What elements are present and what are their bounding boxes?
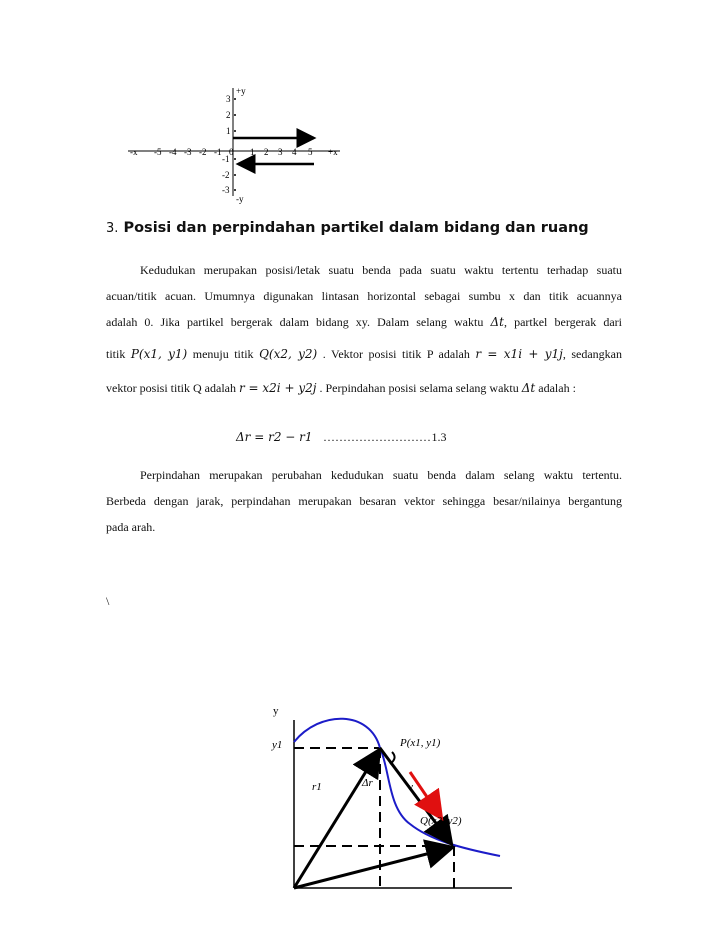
- x-tick: -5: [154, 147, 162, 157]
- y-tick: -3: [222, 185, 230, 195]
- minus-x-label: -x: [130, 147, 138, 157]
- section-number: 3.: [106, 221, 119, 236]
- y-tick: 3: [226, 94, 231, 104]
- paragraph1-line1: Kedudukan merupakan posisi/letak suatu benda pada suatu waktu tertentu terhadap suatu: [140, 263, 622, 277]
- text-run: , partkel bergerak dari: [503, 315, 623, 329]
- y-tick: -1: [222, 154, 230, 164]
- paragraph2-line1: Perpindahan merupakan perubahan kedudukan suatu benda dalam selang waktu tertentu.: [140, 468, 622, 482]
- x-tick: 2: [264, 147, 269, 157]
- section-title: Posisi dan perpindahan partikel dalam bidang dan ruang: [123, 220, 589, 236]
- section-heading: [106, 220, 589, 236]
- vector-p-math: r = x1i + y1j: [475, 347, 563, 361]
- equation-expression: Δr = r2 − r1: [236, 430, 313, 444]
- x-tick: -4: [169, 147, 177, 157]
- delta-r-label: Δr: [362, 777, 373, 789]
- y-tick: 1: [226, 126, 231, 136]
- text-run: titik: [106, 347, 126, 361]
- position-vector-r1: [294, 752, 378, 888]
- y1-label: y1: [272, 739, 283, 751]
- text-run: vektor posisi titik Q adalah: [106, 381, 236, 395]
- text-run: menuju titik: [192, 347, 254, 361]
- displacement-diagram: [260, 700, 520, 900]
- plus-x-label: +x: [328, 147, 338, 157]
- axes-figure: [110, 80, 370, 210]
- x-tick: 3: [278, 147, 283, 157]
- x-tick: -3: [184, 147, 192, 157]
- plus-y-label: +y: [236, 86, 246, 96]
- equation-leader: ...........................: [323, 430, 432, 444]
- x-tick: 5: [308, 147, 313, 157]
- paragraph1-line4: [106, 347, 622, 362]
- minus-y-label: -y: [236, 194, 244, 204]
- x-tick: -2: [199, 147, 207, 157]
- text-run: , sedangkan: [562, 347, 622, 361]
- paragraph1-line3: [106, 315, 622, 330]
- paragraph2-line2: Berbeda dengan jarak, perpindahan merupakan besaran vektor sehingga besar/nilainya bergantung: [106, 494, 622, 508]
- x-tick: 4: [292, 147, 297, 157]
- point-p-math: P(x1, y1): [130, 347, 188, 361]
- text-run: . Perpindahan posisi selama selang waktu: [319, 381, 519, 395]
- y-tick: -2: [222, 170, 230, 180]
- delta-t-symbol: Δt: [521, 381, 536, 395]
- y-tick: 2: [226, 110, 231, 120]
- y-axis-label: y: [273, 705, 279, 717]
- p-label: P(x1, y1): [400, 737, 441, 749]
- text-run: . Vektor posisi titik P adalah: [322, 347, 470, 361]
- point-q-math: Q(x2, y2): [259, 347, 318, 361]
- text-run: adalah :: [538, 381, 576, 395]
- equation-1-3: [236, 430, 447, 445]
- origin-label: 0: [229, 147, 234, 157]
- text-run: adalah 0. Jika partikel bergerak dalam bidang xy. Dalam selang waktu: [106, 315, 484, 329]
- x-tick: -1: [214, 147, 222, 157]
- paragraph1-line5: [106, 381, 622, 396]
- x-tick: 1: [250, 147, 255, 157]
- delta-t-symbol: Δt: [490, 315, 504, 329]
- paragraph2-line3: pada arah.: [106, 520, 156, 534]
- equation-number: 1.3: [431, 430, 447, 444]
- vector-q-math: r = x2i + y2j: [238, 381, 317, 395]
- stray-character: \: [106, 594, 110, 608]
- r1-label: r1: [312, 781, 322, 793]
- paragraph1-line2: acuan/titik acuan. Umumnya digunakan lintasan horizontal sebagai sumbu x dan titik acuannya: [106, 289, 622, 303]
- v-label: v: [408, 781, 413, 793]
- position-vector-r2: [294, 848, 450, 888]
- q-label: Q(x2, y2): [420, 815, 462, 827]
